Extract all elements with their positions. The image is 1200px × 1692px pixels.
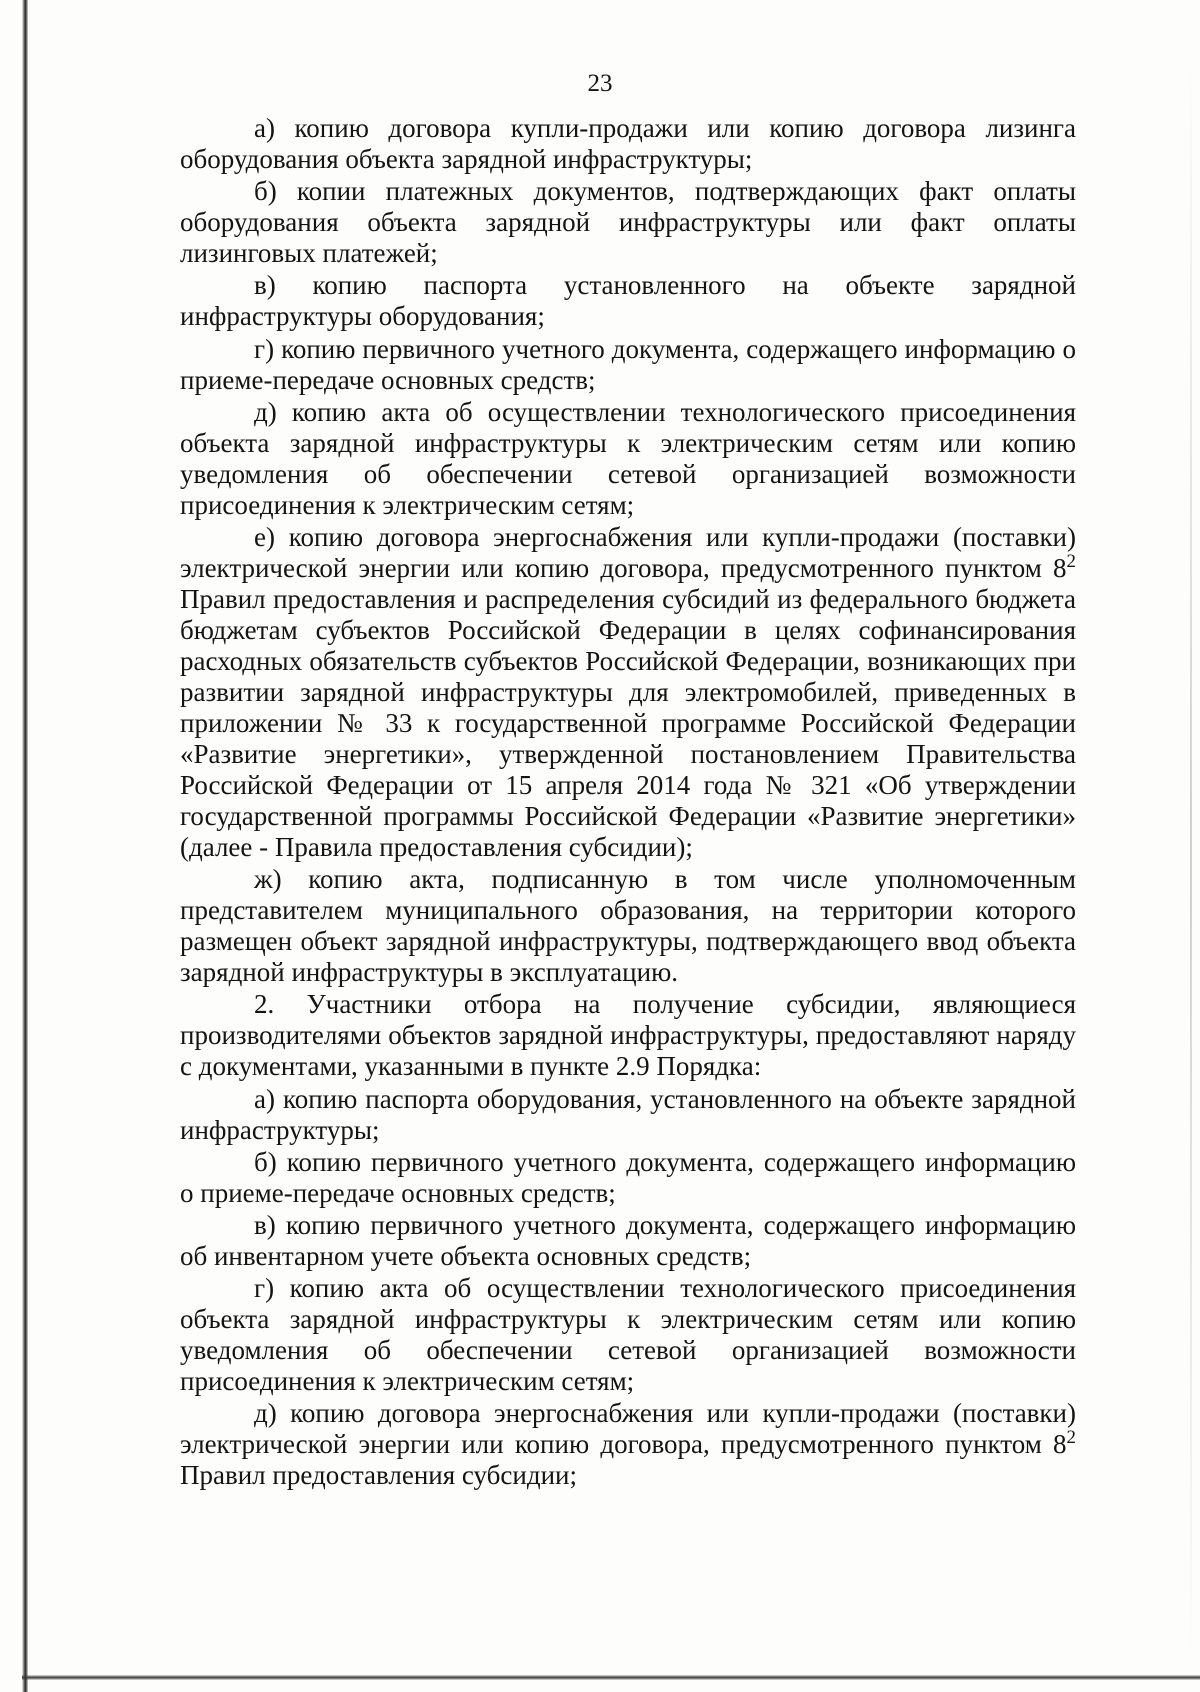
paragraph-2d [180, 1398, 1076, 1491]
paragraph-1zh: ж) копию акта, подписанную в том числе уполномоченным представителем муниципального образования, на территории которого размещен объект зарядной инфраструктуры, подтверждающего ввод объекта зарядной инфраструктуры в эксплуатацию. [180, 864, 1076, 988]
paragraph-1e-end: Правил предоставления и распределения субсидий из федерального бюджета бюджетам субъектов Российской Федерации в целях софинансирования расходных обязательств субъектов Российской Федерации, возникающих при развитии зарядной инфраструктуры для электромобилей, приведенных в приложении № 33 к государственной программе Российской Федерации «Развитие энергетики», утвержденной постановлением Правительства Российской Федерации от 15 апреля 2014 года № 321 «Об утверждении государственной программы Российской Федерации «Развитие энергетики» (далее - Правила предоставления субсидии); [180, 583, 1076, 862]
scan-edge-right [1190, 60, 1192, 1660]
paragraph-1g: г) копию первичного учетного документа, содержащего информацию о приеме-передаче основных средств; [180, 333, 1076, 395]
paragraph-2b: б) копию первичного учетного документа, содержащего информацию о приеме-передаче основных средств; [180, 1146, 1076, 1208]
paragraph-1b: б) копии платежных документов, подтверждающих факт оплаты оборудования объекта зарядной инфраструктуры или факт оплаты лизинговых платежей; [180, 176, 1076, 269]
scan-edge-bottom [22, 1675, 1200, 1680]
paragraph-1d: д) копию акта об осуществлении технологического присоединения объекта зарядной инфраструктуры к электрическим сетям или копию уведомления об обеспечении сетевой организацией возможности присоединения к электрическим сетям; [180, 396, 1076, 520]
paragraph-2v: в) копию первичного учетного документа, содержащего информацию об инвентарном учете объекта основных средств; [180, 1209, 1076, 1271]
paragraph-1e-start: е) копию договора энергоснабжения или купли-продажи (поставки) электрической энергии или копию договора, предусмотренного пунктом 8 [180, 521, 1076, 583]
paragraph-2a: а) копию паспорта оборудования, установленного на объекте зарядной инфраструктуры; [180, 1083, 1076, 1145]
paragraph-2d-end: Правил предоставления субсидии; [180, 1460, 577, 1491]
paragraph-2g: г) копию акта об осуществлении технологического присоединения объекта зарядной инфраструктуры к электрическим сетям или копию уведомления об обеспечении сетевой организацией возможности присоединения к электрическим сетям; [180, 1273, 1076, 1397]
paragraph-1e [180, 522, 1076, 863]
page-number: 23 [587, 70, 613, 97]
superscript-2: 2 [1066, 550, 1076, 572]
superscript-2: 2 [1066, 1427, 1076, 1449]
paragraph-1v: в) копию паспорта установленного на объекте зарядной инфраструктуры оборудования; [180, 270, 1076, 332]
paragraph-1a: а) копию договора купли-продажи или копию договора лизинга оборудования объекта зарядной инфраструктуры; [180, 113, 1076, 174]
scan-edge-left [22, 0, 28, 1692]
paragraph-2: 2. Участники отбора на получение субсидии, являющиеся производителями объектов зарядной инфраструктуры, предоставляют наряду с документами, указанными в пункте 2.9 Порядка: [180, 989, 1076, 1082]
document-body [180, 113, 1076, 1492]
paragraph-2d-start: д) копию договора энергоснабжения или купли-продажи (поставки) электрической энергии или копию договора, предусмотренного пунктом 8 [180, 1398, 1076, 1460]
